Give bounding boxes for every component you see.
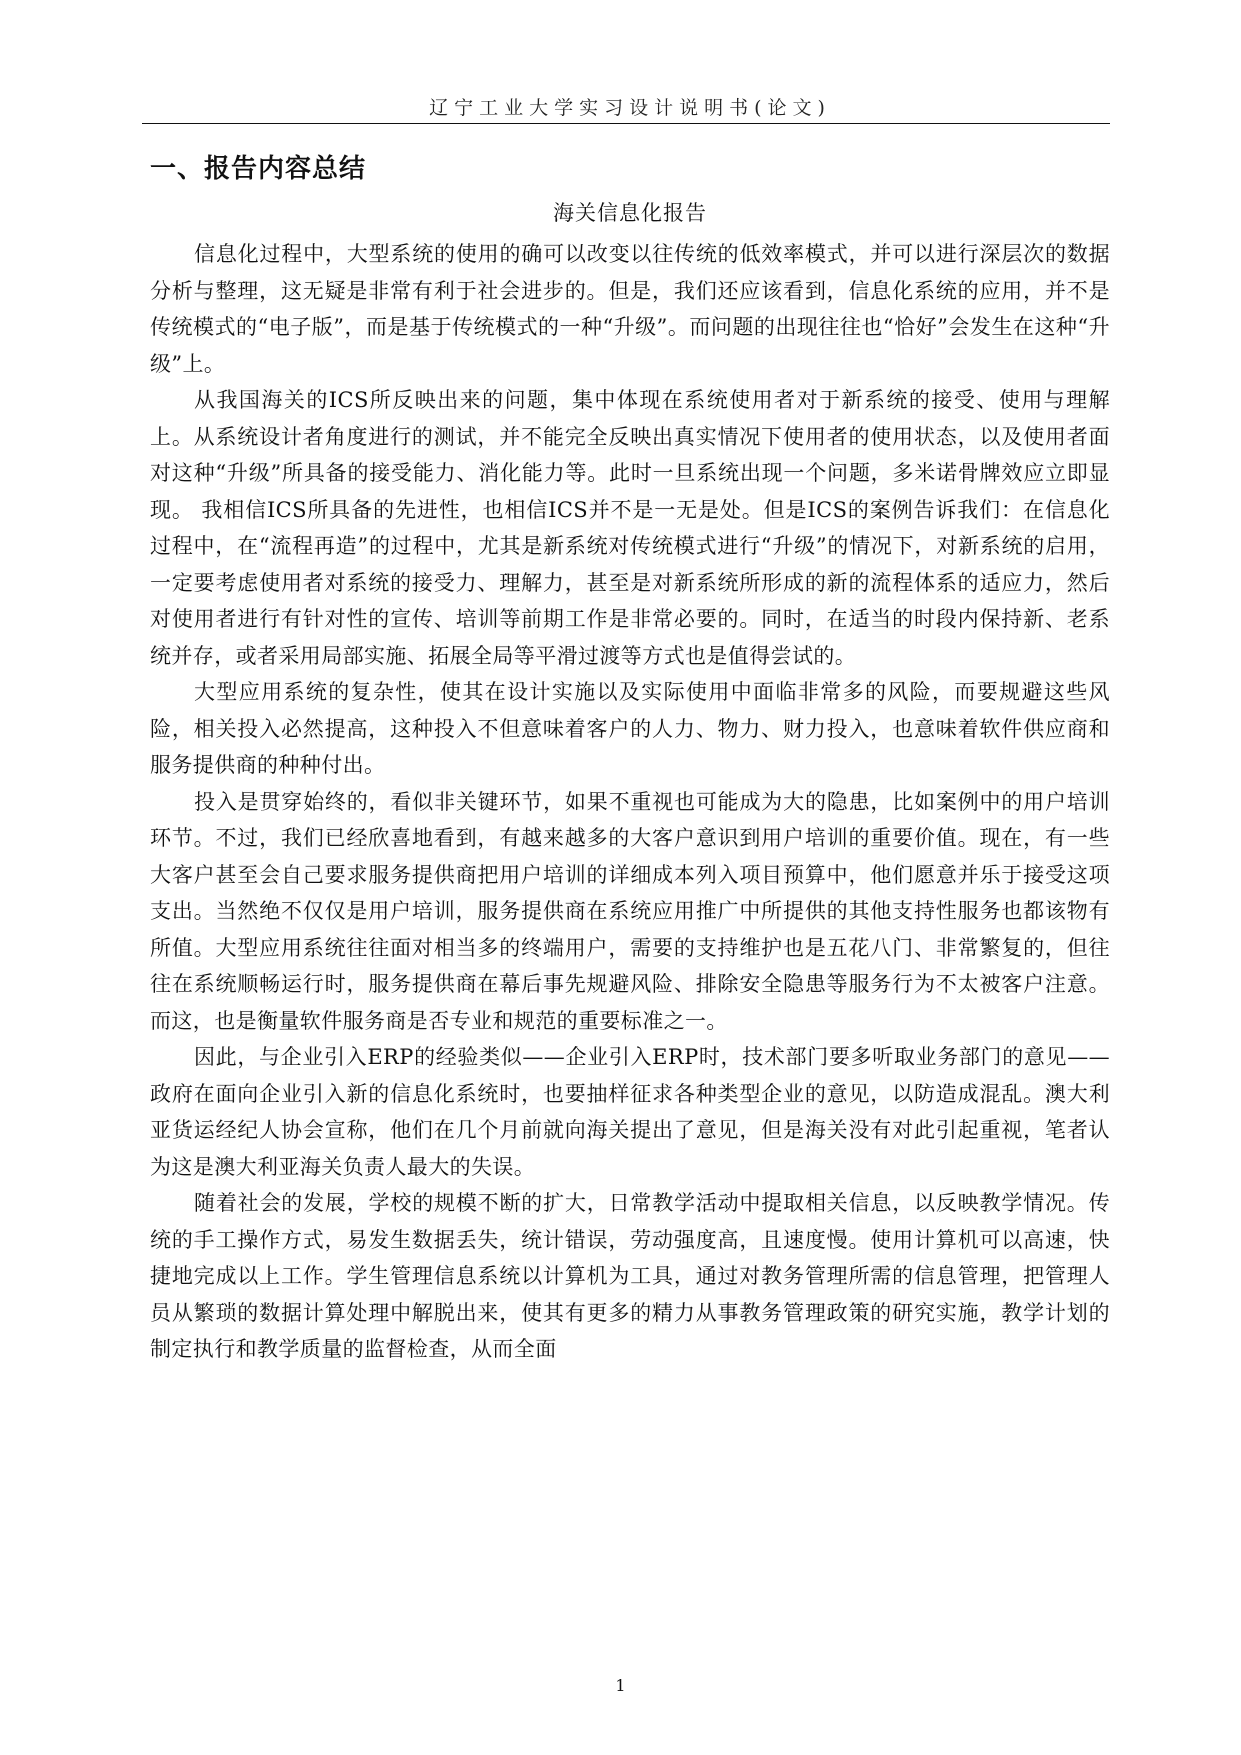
document-title: 海关信息化报告: [553, 201, 707, 225]
header-rule: [142, 123, 1110, 124]
paragraph: 大型应用系统的复杂性，使其在设计实施以及实际使用中面临非常多的风险，而要规避这些风险，相关投入必然提高，这种投入不但意味着客户的人力、物力、财力投入，也意味着软件供应商和服务提供商的种种付出。: [150, 680, 1110, 777]
paragraph: 投入是贯穿始终的，看似非关键环节，如果不重视也可能成为大的隐患，比如案例中的用户培训环节。不过，我们已经欣喜地看到，有越来越多的大客户意识到用户培训的重要价值。现在，有一些大客户甚至会自己要求服务提供商把用户培训的详细成本列入项目预算中，他们愿意并乐于接受这项支出。当然绝不仅仅是用户培训，服务提供商在系统应用推广中所提供的其他支持性服务也都该物有所值。大型应用系统往往面对相当多的终端用户，需要的支持维护也是五花八门、非常繁复的，但往往在系统顺畅运行时，服务提供商在幕后事先规避风险、排除安全隐患等服务行为不太被客户注意。而这，也是衡量软件服务商是否专业和规范的重要标准之一。: [150, 789, 1110, 1033]
body-text: [150, 236, 1110, 1368]
paragraph: 随着社会的发展，学校的规模不断的扩大，日常教学活动中提取相关信息，以反映教学情况。传统的手工操作方式，易发生数据丢失，统计错误，劳动强度高，且速度慢。使用计算机可以高速，快捷地完成以上工作。学生管理信息系统以计算机为工具，通过对教务管理所需的信息管理，把管理人员从繁琐的数据计算处理中解脱出来，使其有更多的精力从事教务管理政策的研究实施，教学计划的制定执行和教学质量的监督检查，从而全面: [150, 1191, 1110, 1361]
paragraph: 信息化过程中，大型系统的使用的确可以改变以往传统的低效率模式，并可以进行深层次的数据分析与整理，这无疑是非常有利于社会进步的。但是，我们还应该看到，信息化系统的应用，并不是传统模式的“电子版”，而是基于传统模式的一种“升级”。而问题的出现往往也“恰好”会发生在这种“升级”上。: [150, 242, 1110, 376]
paragraph: 因此，与企业引入ERP的经验类似——企业引入ERP时，技术部门要多听取业务部门的意见——政府在面向企业引入新的信息化系统时，也要抽样征求各种类型企业的意见，以防造成混乱。澳大利亚货运经纪人协会宣称，他们在几个月前就向海关提出了意见，但是海关没有对此引起重视，笔者认为这是澳大利亚海关负责人最大的失误。: [150, 1045, 1110, 1179]
running-header: 辽宁工业大学实习设计说明书(论文): [429, 97, 831, 119]
paragraph: 从我国海关的ICS所反映出来的问题，集中体现在系统使用者对于新系统的接受、使用与理解上。从系统设计者角度进行的测试，并不能完全反映出真实情况下使用者的使用状态，以及使用者面对这种“升级”所具备的接受能力、消化能力等。此时一旦系统出现一个问题，多米诺骨牌效应立即显现。 我相信ICS所具备的先进性，也相信ICS并不是一无是处。但是ICS的案例告诉我们：在信息化过程中，在“流程再造”的过程中，尤其是新系统对传统模式进行“升级”的情况下，对新系统的启用，一定要考虑使用者对系统的接受力、理解力，甚至是对新系统所形成的新的流程体系的适应力，然后对使用者进行有针对性的宣传、培训等前期工作是非常必要的。同时，在适当的时段内保持新、老系统并存，或者采用局部实施、拓展全局等平滑过渡等方式也是值得尝试的。: [150, 388, 1110, 668]
page-number: 1: [615, 1676, 626, 1695]
section-heading: 一、报告内容总结: [150, 154, 367, 184]
